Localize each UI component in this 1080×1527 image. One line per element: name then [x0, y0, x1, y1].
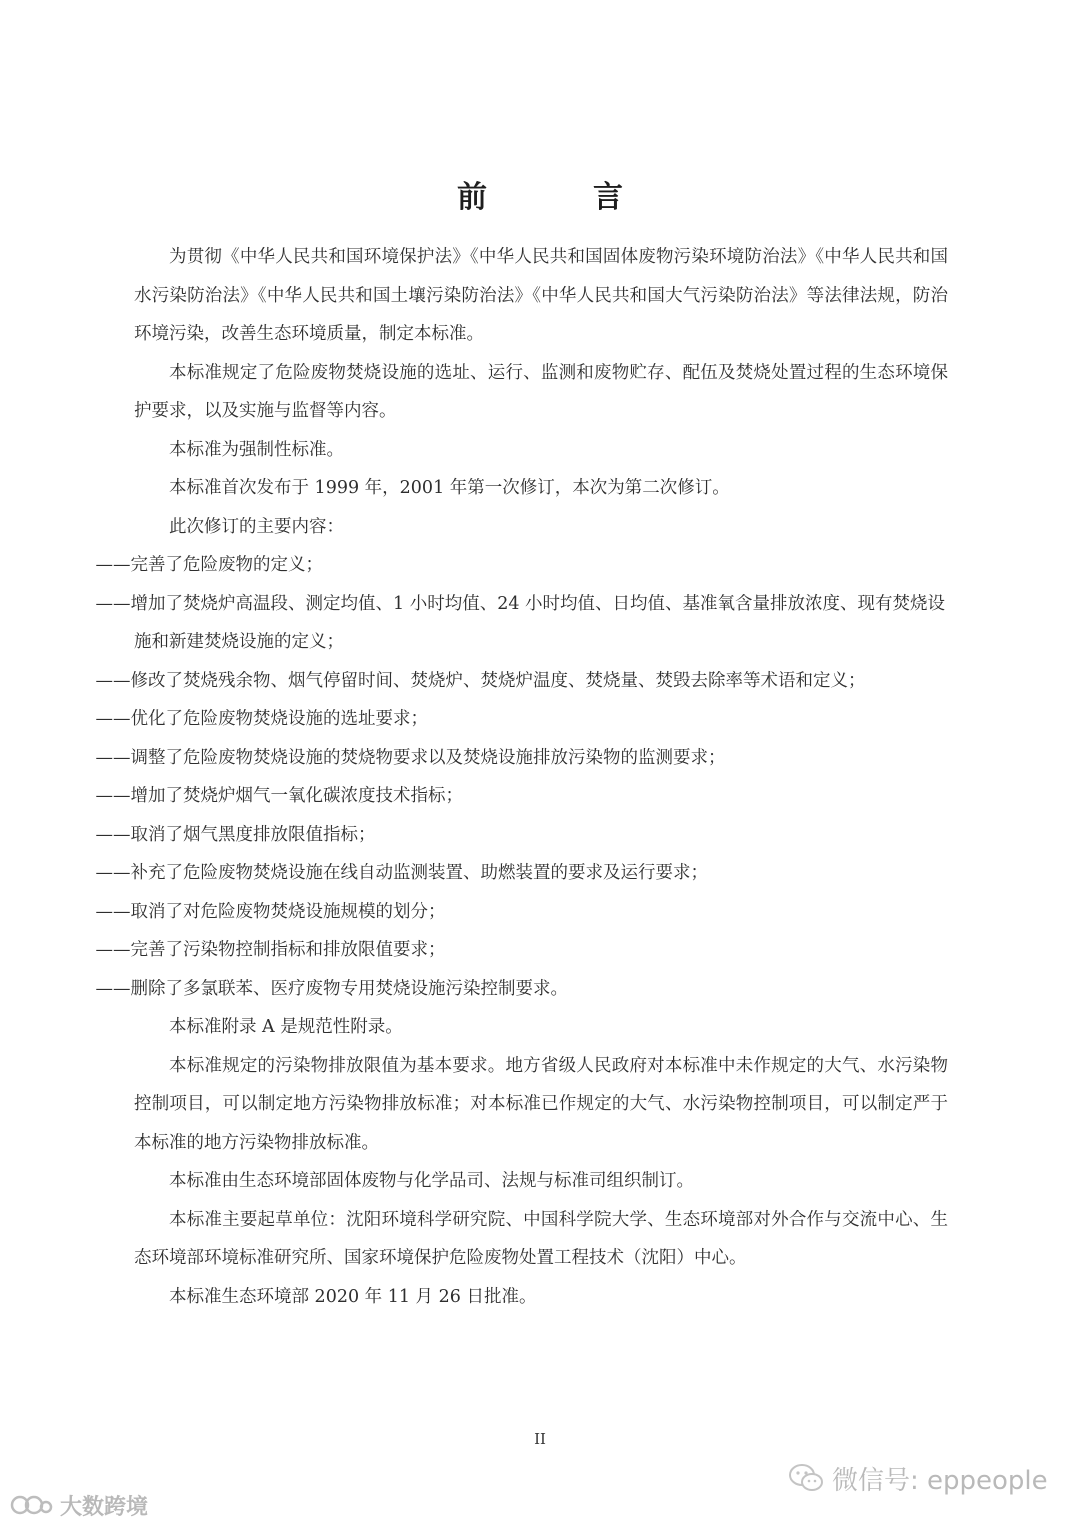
- paragraph-history: 本标准首次发布于 1999 年，2001 年第一次修订，本次为第二次修订。: [169, 478, 730, 498]
- page-title: 前 言: [457, 180, 661, 215]
- paragraph-scope: 本标准规定了危险废物焚烧设施的选址、运行、监测和废物贮存、配伍及焚烧处置过程的生态环境保护要求，以及实施与监督等内容。: [134, 362, 948, 421]
- cloud-logo-icon: [8, 1493, 54, 1517]
- wechat-icon: [788, 1462, 824, 1494]
- revision-item: ——完善了污染物控制指标和排放限值要求；: [95, 940, 446, 960]
- revision-item: ——补充了危险废物焚烧设施在线自动监测装置、助燃装置的要求及运行要求；: [95, 863, 708, 883]
- revision-item: ——修改了焚烧残余物、烟气停留时间、焚烧炉、焚烧炉温度、焚烧量、焚毁去除率等术语和定义；: [95, 670, 866, 691]
- revision-item: ——完善了危险废物的定义；: [95, 555, 323, 575]
- paragraph-drafters: 本标准主要起草单位：沈阳环境科学研究院、中国科学院大学、生态环境部对外合作与交流中心、生态环境部环境标准研究所、国家环境保护危险废物处置工程技术（沈阳）中心。: [134, 1209, 948, 1268]
- revision-item: ——取消了烟气黑度排放限值指标；: [95, 824, 376, 845]
- paragraph-organizer: 本标准由生态环境部固体废物与化学品司、法规与标准司组织制订。: [169, 1171, 694, 1191]
- paragraph-approval: 本标准生态环境部 2020 年 11 月 26 日批准。: [169, 1286, 537, 1307]
- wechat-watermark-text: 微信号: eppeople: [832, 1465, 1048, 1496]
- revision-item: ——删除了多氯联苯、医疗废物专用焚烧设施污染控制要求。: [95, 978, 568, 999]
- revision-item: ——取消了对危险废物焚烧设施规模的划分；: [95, 901, 446, 922]
- wechat-watermark: [788, 1460, 1048, 1496]
- paragraph-revision-intro: 此次修订的主要内容：: [169, 516, 344, 537]
- site-watermark: [8, 1490, 148, 1520]
- page-number: II: [534, 1430, 546, 1448]
- paragraph-mandatory: 本标准为强制性标准。: [169, 439, 344, 460]
- paragraph-appendix: 本标准附录 A 是规范性附录。: [169, 1017, 403, 1037]
- paragraph-limits: 本标准规定的污染物排放限值为基本要求。地方省级人民政府对本标准中未作规定的大气、水污染物控制项目，可以制定地方污染物排放标准；对本标准已作规定的大气、水污染物控制项目，可以制定严于本标准的地方污染物排放标准。: [134, 1055, 948, 1153]
- revision-item: ——增加了焚烧炉高温段、测定均值、1 小时均值、24 小时均值、日均值、基准氧含量排放浓度、现有焚烧设施和新建焚烧设施的定义；: [95, 593, 946, 652]
- revision-item: ——调整了危险废物焚烧设施的焚烧物要求以及焚烧设施排放污染物的监测要求；: [95, 747, 726, 768]
- revision-item: ——增加了焚烧炉烟气一氧化碳浓度技术指标；: [95, 786, 463, 806]
- paragraph-purpose: 为贯彻《中华人民共和国环境保护法》《中华人民共和国固体废物污染环境防治法》《中华人民共和国水污染防治法》《中华人民共和国土壤污染防治法》《中华人民共和国大气污染防治法》等法律法规，防治环境污染，改善生态环境质量，制定本标准。: [134, 247, 948, 344]
- site-watermark-text: 大数跨境: [60, 1494, 149, 1520]
- revision-item: ——优化了危险废物焚烧设施的选址要求；: [95, 709, 428, 729]
- document-body: [95, 238, 948, 1316]
